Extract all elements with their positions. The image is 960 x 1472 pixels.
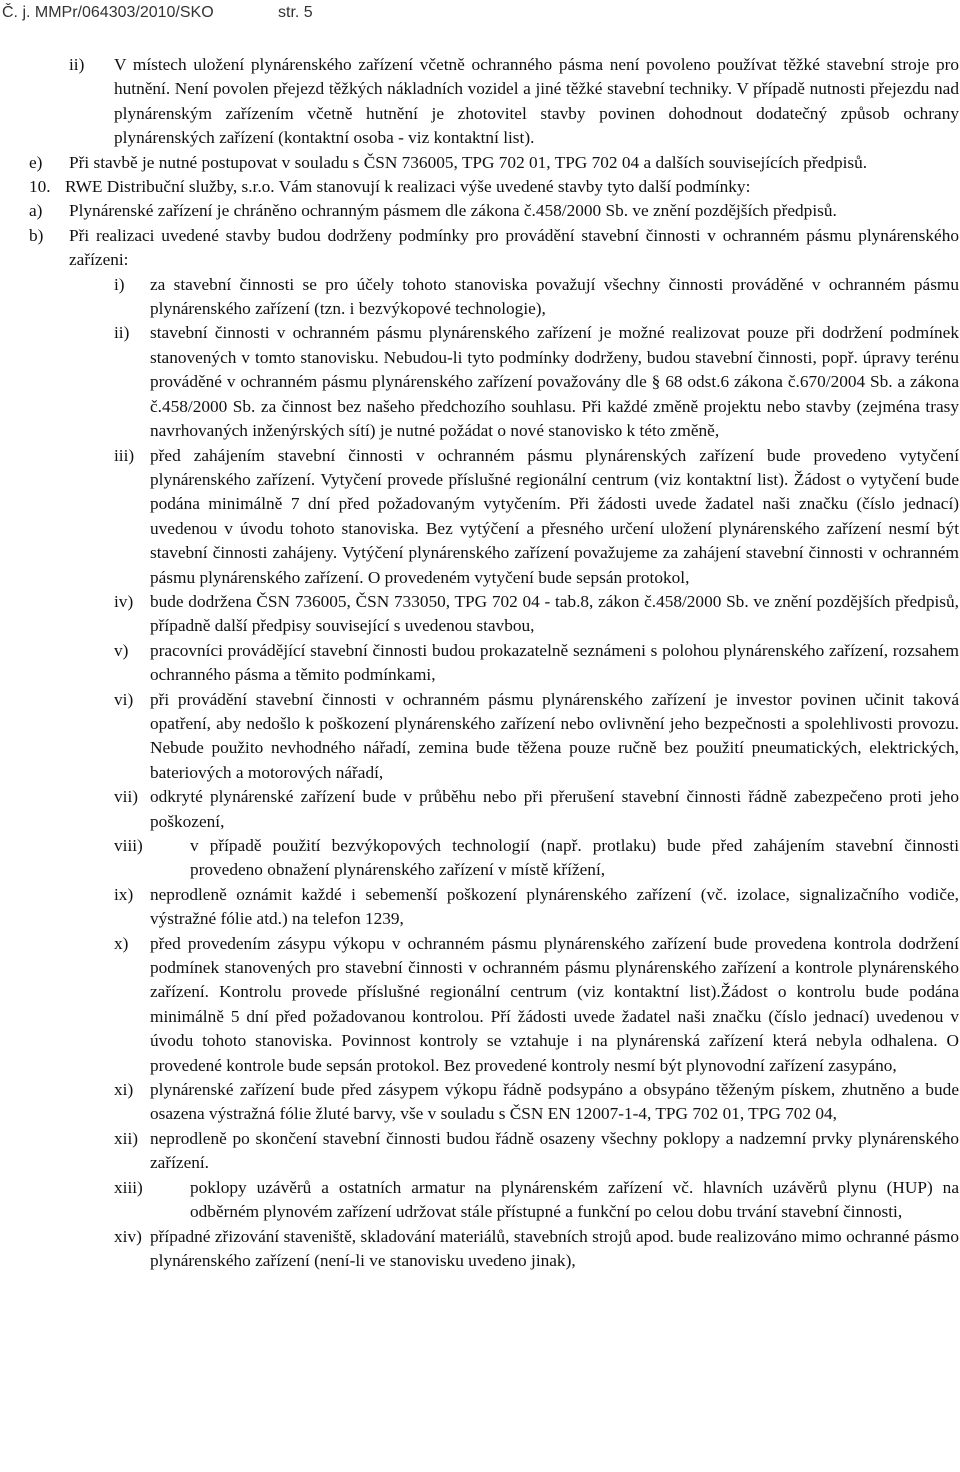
list-item-b <box>29 224 959 273</box>
condition-label: vi) <box>114 689 134 709</box>
item-text: Při stavbě je nutné postupovat v souladu s ČSN 736005, TPG 702 01, TPG 702 04 a dalších souvisejících předpisů. <box>69 152 868 172</box>
item-label: b) <box>29 225 44 245</box>
condition-label: viii) <box>114 836 143 855</box>
condition-item <box>29 321 959 443</box>
item-text: Plynárenské zařízení je chráněno ochranným pásmem dle zákona č.458/2000 Sb. ve znění pozdějších předpisů. <box>69 201 837 221</box>
condition-text: před provedením zásypu výkopu v ochranném pásmu plynárenského zařízení bude provedena kontrola dodržení podmínek stanovených pro stavební činnosti v ochranném pásmu plynárenského zařízení a kontrole plynárenského zařízení. Kontrolu provede příslušné regionální centrum (viz kontaktní list).Žádost o kontrolu bude podána minimálně 5 dní před požadovanou kontrolou. Pří žádosti uvede žadatel naši značku (číslo jednací) uvedenou v úvodu tohoto stanoviska. Povinnost kontroly se vztahuje i na plynárenská zařízení která nebyla odhalena. O provedené kontrole bude sepsán protokol. Bez provedené kontroly nesmí být plynovodní zařízení zasypáno, <box>150 933 959 1075</box>
condition-item <box>29 273 959 322</box>
condition-label: xiv) <box>114 1226 142 1246</box>
item-text: Při realizaci uvedené stavby budou dodrženy podmínky pro provádění stavební činnosti v ochranném pásmu plynárenského zařízeni: <box>69 225 959 270</box>
condition-item <box>29 444 959 590</box>
condition-text: poklopy uzávěrů a ostatních armatur na plynárenském zařízení vč. hlavních uzávěrů plynu (HUP) na odběrném plynovém zařízení udržovat stále přístupné a funkční po celou dobu trvání stavební činnosti, <box>190 1177 959 1222</box>
condition-item <box>29 1127 959 1176</box>
condition-text: před zahájením stavební činnosti v ochranném pásmu plynárenských zařízení bude provedeno vytyčení plynárenského zařízení. Vytyčení provede příslušné regionální centrum (viz kontaktní list). Žádost o vytyčení bude podána minimálně 7 dní před požadovaným vytyčením. Při žádosti uvede žadatel naši značku (číslo jednací) uvedenou v úvodu tohoto stanoviska. Bez vytýčení a přesného určení uložení plynárenského zařízení nesmí být stavební činnosti zahájeny. Vytýčení plynárenského zařízení považujeme za zahájení stavební činnosti v ochranném pásmu plynárenského zařízení. O provedeném vytyčení bude sepsán protokol, <box>150 445 959 587</box>
list-item-e <box>29 151 959 175</box>
condition-label: vii) <box>114 787 138 807</box>
condition-label: i) <box>114 274 125 294</box>
condition-label: iii) <box>114 445 135 465</box>
condition-text: při provádění stavební činnosti v ochranném pásmu plynárenského zařízení je investor povinen učinit taková opatření, aby nedošlo k poškození plynárenského zařízení nebo ovlivnění jeho bezpečnosti a spolehlivosti provozu. Nebude použito nevhodného nářadí, zemina bude těžena pouze ručně bez použití pneumatických, elektrických, bateriových a motorových nářadí, <box>150 689 959 782</box>
section-number: 10. <box>29 177 51 197</box>
document-body <box>29 53 959 1273</box>
item-label: a) <box>29 201 43 221</box>
condition-item <box>29 932 959 1078</box>
condition-label: iv) <box>114 591 134 611</box>
condition-text: pracovníci provádějící stavební činnosti budou prokazatelně seznámeni s polohou plynárenského zařízení, rozsahem ochranného pásma a těmito podmínkami, <box>150 640 959 685</box>
condition-text: za stavební činnosti se pro účely tohoto stanoviska považují všechny činnosti prováděné v ochranném pásmu plynárenského zařízení (tzn. i bezvýkopové technologie), <box>150 274 959 319</box>
condition-label: xii) <box>114 1128 138 1148</box>
condition-item <box>29 883 959 932</box>
condition-text: plynárenské zařízení bude před zásypem výkopu řádně podsypáno a obsypáno těženým pískem, zhutněno a bude osazena výstražná fólie žluté barvy, vše v souladu s ČSN EN 12007-1-4, TPG 702 01, TPG 702 04, <box>150 1080 959 1124</box>
condition-label: x) <box>114 933 129 953</box>
condition-text: odkryté plynárenské zařízení bude v průběhu nebo při přerušení stavební činnosti řádně zabezpečeno proti jeho poškození, <box>150 787 959 831</box>
condition-text: v případě použití bezvýkopových technologií (např. protlaku) bude před zahájením stavební činnosti provedeno obnažení plynárenského zařízení v místě křížení, <box>190 836 959 880</box>
condition-text: stavební činnosti v ochranném pásmu plynárenského zařízení je možné realizovat pouze při dodržení podmínek stanovených v tomto stanovisku. Nebudou-li tyto podmínky dodrženy, budou stavební činnosti, popř. úpravy terénu prováděné v ochranném pásmu plynárenského zařízení považovány dle § 68 odst.6 zákona č.670/2004 Sb. a zákona č.458/2000 Sb. za činnost bez našeho předchozího souhlasu. Při každé změně projektu nebo stavby (zejména trasy navrhovaných inženýrských sítí) je nutné požádat o nové stanovisko k této změně, <box>150 323 959 441</box>
list-item-a <box>29 199 959 223</box>
item-text: V místech uložení plynárenského zařízení včetně ochranného pásma není povoleno používat těžké stavební stroje pro hutnění. Není povolen přejezd těžkých nákladních vozidel a jiné těžké stavební techniky. V případě nutnosti přejezdu nad plynárenským zařízením včetně hutnění je zhotovitel stavby povinen dohodnout dodatečný způsob ochrany plynárenských zařízení (kontaktní osoba - viz kontaktní list). <box>114 55 959 148</box>
condition-text: bude dodržena ČSN 736005, ČSN 733050, TPG 702 04 - tab.8, zákon č.458/2000 Sb. ve znění pozdějších předpisů, případně další předpisy související s uvedenou stavbou, <box>150 591 959 636</box>
condition-item <box>29 688 959 786</box>
condition-item <box>29 1176 959 1225</box>
condition-text: neprodleně oznámit každé i sebemenší poškození plynárenského zařízení (vč. izolace, signalizačního vodiče, výstražné fólie atd.) na telefon 1239, <box>150 884 959 929</box>
condition-label: xiii) <box>114 1177 143 1197</box>
list-item <box>29 53 959 151</box>
section-intro: RWE Distribuční služby, s.r.o. Vám stanovují k realizaci výše uvedené stavby tyto další podmínky: <box>65 177 751 197</box>
condition-text: případné zřizování staveniště, skladování materiálů, stavebních strojů apod. bude realizováno mimo ochranné pásmo plynárenského zařízení (není-li ve stanovisku uvedeno jinak), <box>150 1226 959 1270</box>
item-label: e) <box>29 152 43 172</box>
item-label: ii) <box>69 55 85 74</box>
condition-label: xi) <box>114 1080 134 1100</box>
page-header <box>2 2 960 24</box>
document-reference: Č. j. MMPr/064303/2010/SKO <box>2 4 214 21</box>
condition-list <box>29 273 959 1274</box>
condition-item <box>29 785 959 834</box>
condition-label: ii) <box>114 323 130 343</box>
section-10 <box>29 175 959 199</box>
condition-item <box>29 639 959 688</box>
condition-item <box>29 834 959 883</box>
condition-label: v) <box>114 640 129 660</box>
condition-text: neprodleně po skončení stavební činnosti budou řádně osazeny všechny poklopy a nadzemní prvky plynárenského zařízení. <box>150 1128 959 1173</box>
condition-item <box>29 1225 959 1274</box>
page-number: str. 5 <box>278 4 313 21</box>
condition-item <box>29 590 959 639</box>
condition-label: ix) <box>114 884 134 904</box>
condition-item <box>29 1078 959 1127</box>
